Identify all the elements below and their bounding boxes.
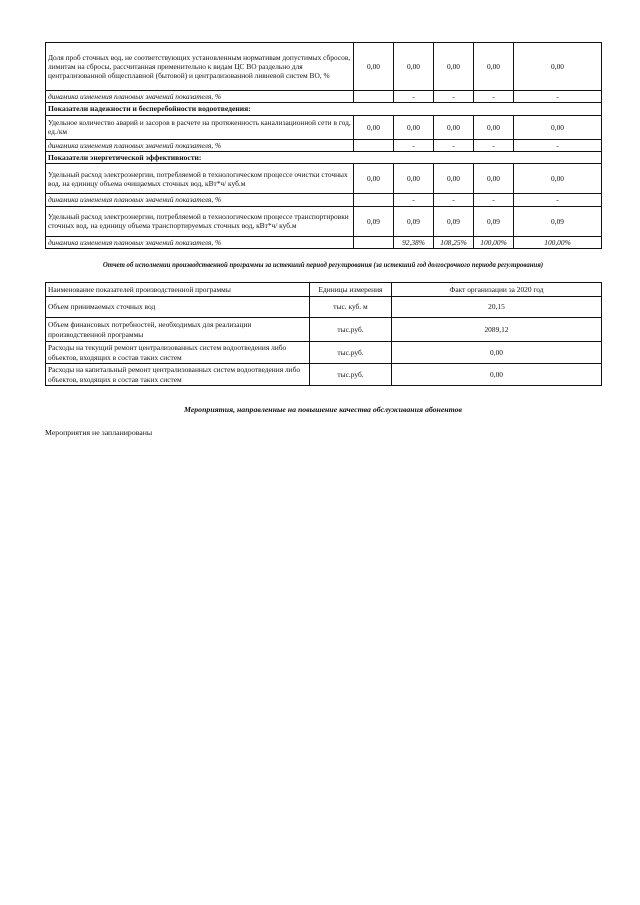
value-cell: - — [394, 139, 434, 151]
value-cell: 0,00 — [354, 164, 394, 194]
indicator-label: Удельное количество аварий и засоров в расчете на протяженность канализационной сети в год, ед./км — [46, 115, 354, 139]
row-value: 2089,12 — [392, 318, 602, 342]
indicators-table-body — [46, 43, 602, 249]
dynamics-row — [46, 236, 602, 248]
value-cell: - — [514, 194, 602, 206]
measures-note: Мероприятия не запланированы — [45, 428, 153, 437]
row-unit: тыс. куб. м — [310, 297, 392, 318]
header-unit: Единицы измерения — [310, 283, 392, 297]
value-cell: 0,09 — [514, 206, 602, 236]
value-cell: 0,00 — [434, 43, 474, 91]
value-cell: 0,00 — [434, 164, 474, 194]
value-cell: - — [474, 139, 514, 151]
indicator-row — [46, 115, 602, 139]
value-cell: 0,00 — [394, 115, 434, 139]
value-cell: 100,00% — [514, 236, 602, 248]
report-table — [45, 282, 602, 386]
indicators-table — [45, 42, 602, 249]
value-cell: 0,00 — [514, 164, 602, 194]
row-value: 20,15 — [392, 297, 602, 318]
value-cell — [354, 91, 394, 103]
dynamics-row — [46, 91, 602, 103]
row-name: Расходы на текущий ремонт централизованных систем водоотведения либо объектов, входящих в состав таких систем — [46, 342, 310, 364]
value-cell: - — [474, 91, 514, 103]
value-cell: - — [514, 139, 602, 151]
row-name: Объем финансовых потребностей, необходимых для реализации производственной программы — [46, 318, 310, 342]
value-cell: 0,00 — [474, 115, 514, 139]
value-cell: 0,00 — [394, 164, 434, 194]
row-value: 0,00 — [392, 364, 602, 386]
report-table-header — [46, 283, 602, 297]
dynamics-row — [46, 194, 602, 206]
value-cell: 0,00 — [354, 115, 394, 139]
section-header-row — [46, 103, 602, 115]
value-cell: - — [394, 91, 434, 103]
indicator-row — [46, 164, 602, 194]
dynamics-label: динамика изменения плановых значений показателя, % — [46, 236, 354, 248]
row-unit: тыс.руб. — [310, 342, 392, 364]
report-caption: Отчет об исполнении производственной программы за истекший период регулирования (за истекший год долгосрочного периода регулирования) — [102, 262, 544, 269]
header-fact-2020: Факт организации за 2020 год — [392, 283, 602, 297]
value-cell: 0,00 — [474, 43, 514, 91]
value-cell: 108,25% — [434, 236, 474, 248]
value-cell: - — [474, 194, 514, 206]
value-cell: 92,38% — [394, 236, 434, 248]
value-cell: 0,00 — [514, 43, 602, 91]
value-cell: - — [514, 91, 602, 103]
value-cell — [354, 194, 394, 206]
indicator-label: Удельный расход электроэнергии, потребляемой в технологическом процессе очистки сточных вод, на единицу объема очищаемых сточных вод, кВт*ч/ куб.м — [46, 164, 354, 194]
row-name: Объем принимаемых сточных вод — [46, 297, 310, 318]
value-cell: 0,00 — [354, 43, 394, 91]
indicator-label: Доля проб сточных вод, не соответствующих установленным нормативам допустимых сбросов, лимитам на сбросы, рассчитанная применительно к видам ЦС ВО раздельно для централизованной общесплавной (бытовой) и централизованной ливневой систем ВО, % — [46, 43, 354, 91]
section-title: Показатели энергетической эффективности: — [46, 151, 602, 163]
value-cell — [354, 139, 394, 151]
section-title: Показатели надежности и бесперебойности водоотведения: — [46, 103, 602, 115]
dynamics-label: динамика изменения плановых значений показателя, % — [46, 91, 354, 103]
header-indicator-name: Наименование показателей производственной программы — [46, 283, 310, 297]
dynamics-row — [46, 139, 602, 151]
row-unit: тыс.руб. — [310, 364, 392, 386]
value-cell: - — [434, 139, 474, 151]
dynamics-label: динамика изменения плановых значений показателя, % — [46, 139, 354, 151]
value-cell: - — [434, 194, 474, 206]
row-value: 0,00 — [392, 342, 602, 364]
row-name: Расходы на капитальный ремонт централизованных систем водоотведения либо объектов, входящих в состав таких систем — [46, 364, 310, 386]
value-cell — [354, 236, 394, 248]
section-header-row — [46, 151, 602, 163]
indicator-row — [46, 43, 602, 91]
value-cell: 0,00 — [514, 115, 602, 139]
table-row — [46, 364, 602, 386]
value-cell: - — [434, 91, 474, 103]
indicator-row — [46, 206, 602, 236]
measures-heading: Мероприятия, направленные на повышение качества обслуживания абонентов — [184, 405, 462, 414]
value-cell: 0,09 — [474, 206, 514, 236]
value-cell: 0,09 — [434, 206, 474, 236]
dynamics-label: динамика изменения плановых значений показателя, % — [46, 194, 354, 206]
table-row — [46, 342, 602, 364]
row-unit: тыс.руб. — [310, 318, 392, 342]
table-row — [46, 297, 602, 318]
table-row — [46, 318, 602, 342]
value-cell: 0,00 — [474, 164, 514, 194]
value-cell: 100,00% — [474, 236, 514, 248]
indicator-label: Удельный расход электроэнергии, потребляемой в технологическом процессе транспортировки сточных вод, на единицу объема транспортируемых сточных вод, кВт*ч/ куб.м — [46, 206, 354, 236]
value-cell: - — [394, 194, 434, 206]
value-cell: 0,00 — [394, 43, 434, 91]
value-cell: 0,09 — [394, 206, 434, 236]
value-cell: 0,09 — [354, 206, 394, 236]
value-cell: 0,00 — [434, 115, 474, 139]
